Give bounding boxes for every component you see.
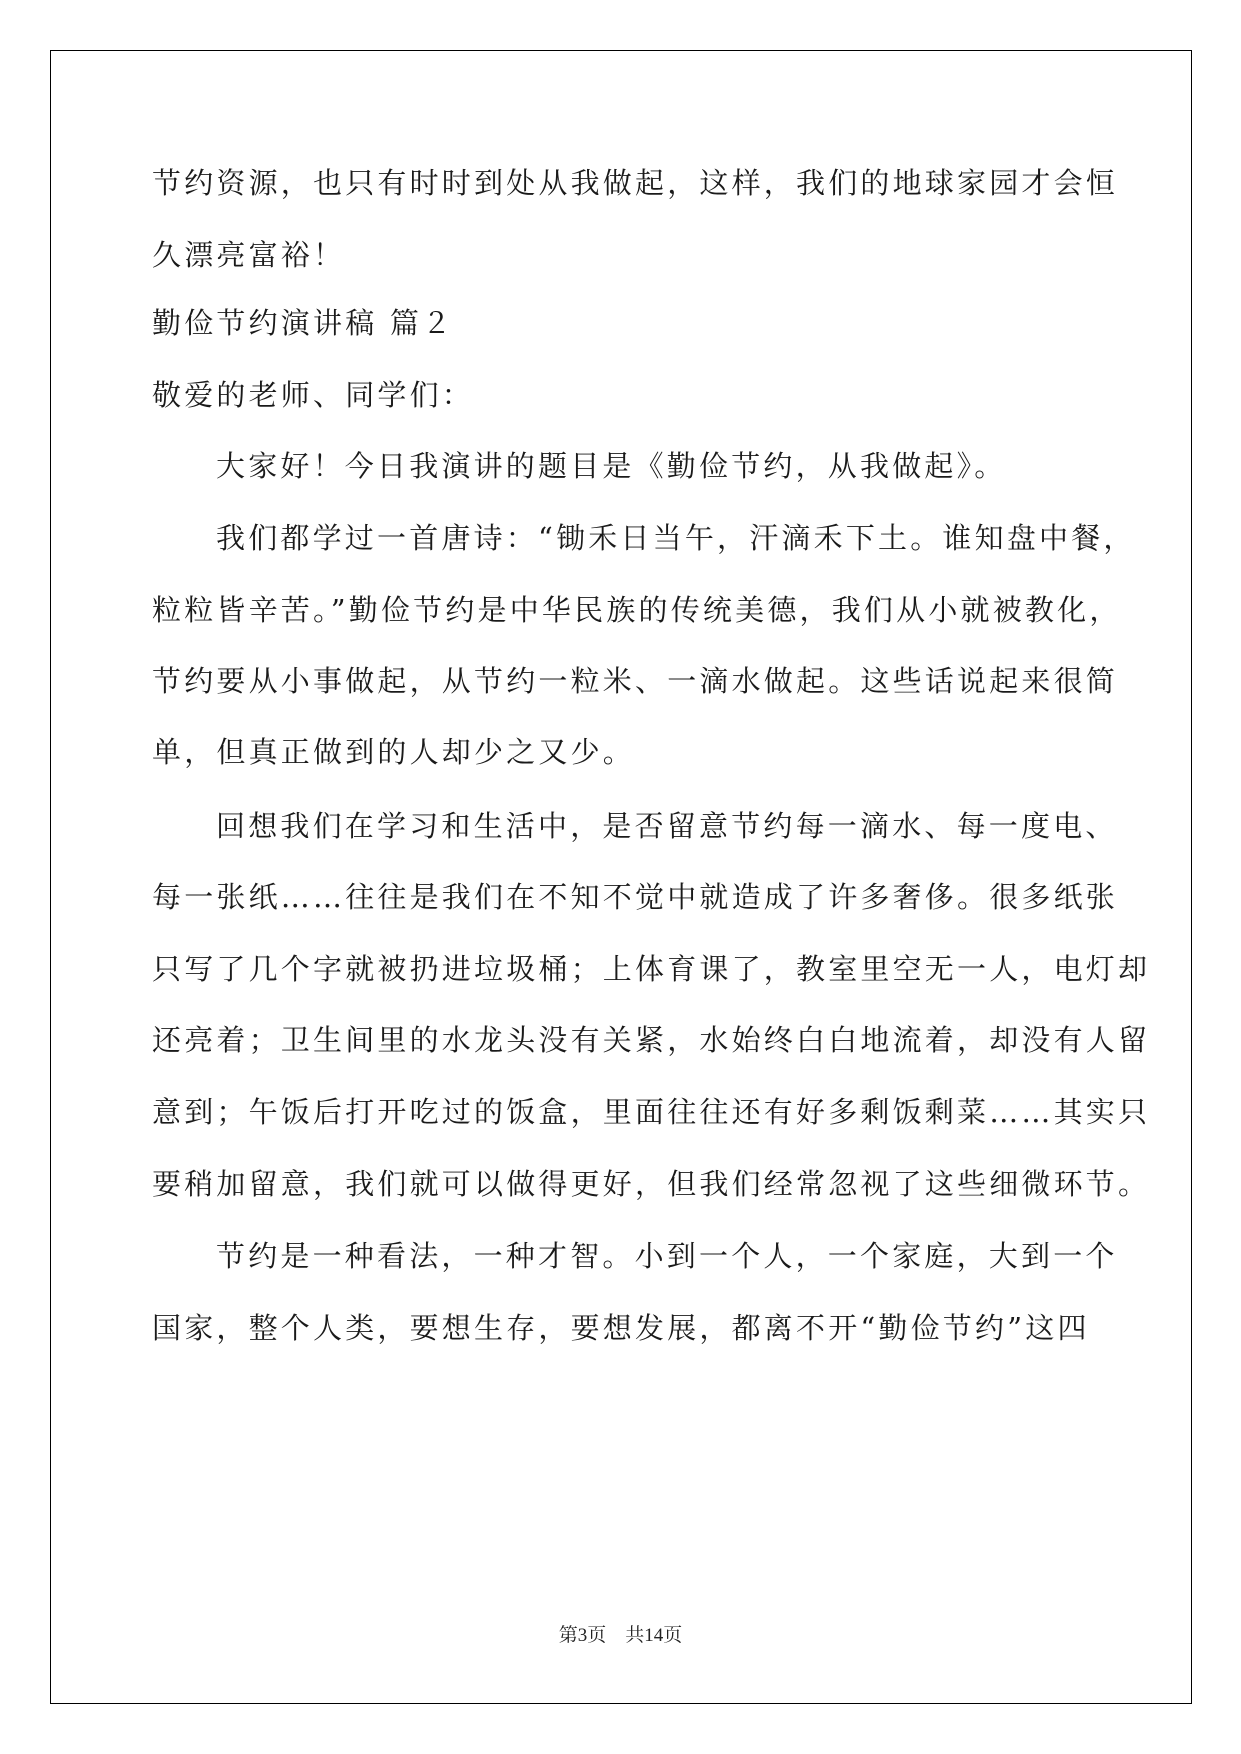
paragraph-line: 要稍加留意，我们就可以做得更好，但我们经常忽视了这些细微环节。	[152, 1167, 1151, 1201]
paragraph-line: 节约资源，也只有时时到处从我做起，这样，我们的地球家园才会恒	[152, 166, 1119, 200]
page-number-footer: 第3页 共14页	[558, 1625, 683, 1646]
paragraph-line: 单，但真正做到的人却少之又少。	[152, 735, 636, 769]
paragraph-line: 节约要从小事做起，从节约一粒米、一滴水做起。这些话说起来很简	[152, 664, 1119, 698]
paragraph-line: 节约是一种看法，一种才智。小到一个人，一个家庭，大到一个	[216, 1239, 1118, 1273]
paragraph-line: 粒粒皆辛苦。”勤俭节约是中华民族的传统美德，我们从小就被教化，	[152, 593, 1122, 627]
paragraph-line: 我们都学过一首唐诗：“锄禾日当午，汗滴禾下土。谁知盘中餐，	[216, 521, 1136, 555]
paragraph-line: 大家好！今日我演讲的题目是《勤俭节约，从我做起》。	[216, 449, 1007, 483]
paragraph-line: 久漂亮富裕！	[152, 238, 346, 272]
paragraph-line: 每一张纸……往往是我们在不知不觉中就造成了许多奢侈。很多纸张	[152, 880, 1119, 914]
salutation: 敬爱的老师、同学们：	[152, 378, 475, 412]
paragraph-line: 只写了几个字就被扔进垃圾桶；上体育课了，教室里空无一人，电灯却	[152, 952, 1151, 986]
paragraph-line: 意到；午饭后打开吃过的饭盒，里面往往还有好多剩饭剩菜……其实只	[152, 1095, 1151, 1129]
paragraph-line: 回想我们在学习和生活中，是否留意节约每一滴水、每一度电、	[216, 809, 1118, 843]
paragraph-line: 国家，整个人类，要想生存，要想发展，都离不开“勤俭节约”这四	[152, 1311, 1090, 1345]
paragraph-line: 还亮着；卫生间里的水龙头没有关紧，水始终白白地流着，却没有人留	[152, 1023, 1151, 1057]
section-heading: 勤俭节约演讲稿 篇２	[152, 306, 455, 340]
